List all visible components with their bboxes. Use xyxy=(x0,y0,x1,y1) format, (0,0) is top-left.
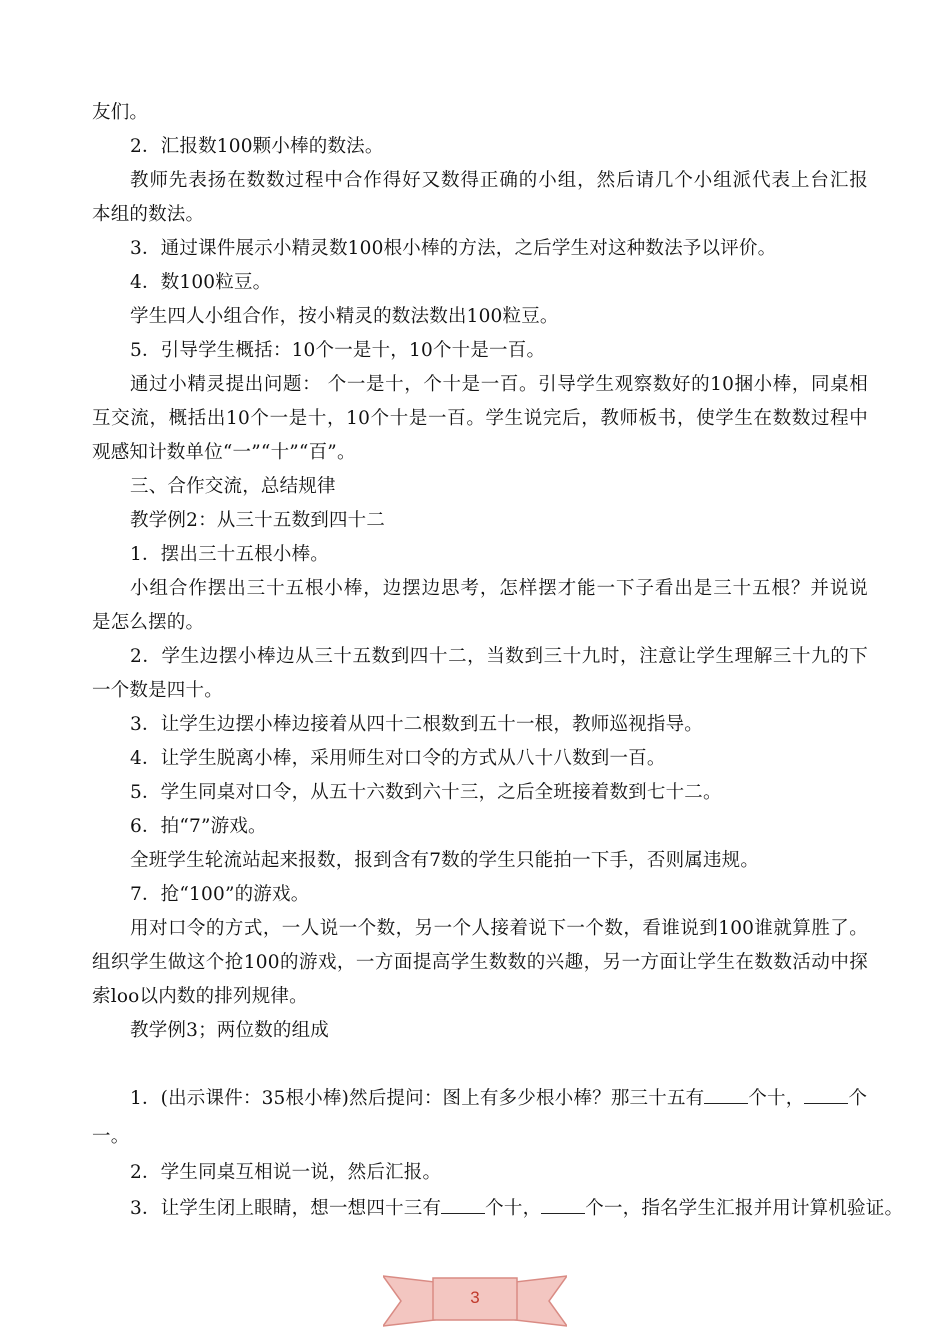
question-3-text-b: 个十， xyxy=(485,1198,542,1219)
question-1-text-c: 个 xyxy=(848,1088,868,1109)
text-line: 三、合作交流，总结规律 xyxy=(130,476,336,497)
text-line: 6．拍“7”游戏。 xyxy=(130,816,267,837)
question-1-text-b: 个十， xyxy=(748,1088,805,1109)
text-line: 5．学生同桌对口令，从五十六数到六十三，之后全班接着数到七十二。 xyxy=(130,782,722,803)
text-line: 1．摆出三十五根小棒。 xyxy=(130,544,329,565)
text-line: 4．数100粒豆。 xyxy=(130,272,272,293)
question-3-text-c: 个一，指名学生汇报并用计算机验证。 xyxy=(585,1198,904,1219)
text-line: 2．汇报数100颗小棒的数法。 xyxy=(130,136,384,157)
text-line: 7．抢“100”的游戏。 xyxy=(130,884,310,905)
text-line: 一个数是四十。 xyxy=(92,680,223,701)
question-1-text-a: 1．(出示课件：35根小棒)然后提问：图上有多少根小棒？那三十五有 xyxy=(130,1088,705,1109)
text-line: 学生四人小组合作，按小精灵的数法数出100粒豆。 xyxy=(130,306,559,327)
text-line: 2．学生边摆小棒边从三十五数到四十二，当数到三十九时，注意让学生理解三十九的下 xyxy=(130,646,868,667)
answer-blank xyxy=(804,1085,848,1104)
text-line: 教学例2：从三十五数到四十二 xyxy=(130,510,386,531)
text-line: 3．通过课件展示小精灵数100根小棒的方法，之后学生对这种数法予以评价。 xyxy=(130,238,777,259)
document-body xyxy=(92,96,868,1048)
question-2-line: 2．学生同桌互相说一说，然后汇报。 xyxy=(130,1162,442,1183)
answer-blank xyxy=(541,1195,585,1214)
answer-blank xyxy=(704,1085,748,1104)
answer-blank xyxy=(441,1195,485,1214)
text-line: 教师先表扬在数数过程中合作得好又数得正确的小组，然后请几个小组派代表上台汇报 xyxy=(130,170,868,191)
text-line: 组织学生做这个抢100的游戏，一方面提高学生数数的兴趣，另一方面让学生在数数活动中探 xyxy=(92,952,868,973)
question-1-line xyxy=(92,1082,906,1116)
text-line: 5．引导学生概括：10个一是十，10个十是一百。 xyxy=(130,340,546,361)
question-3-line xyxy=(92,1192,920,1226)
text-line: 是怎么摆的。 xyxy=(92,612,205,633)
text-line: 通过小精灵提出问题： 个一是十，个十是一百。引导学生观察数好的10捆小棒，同桌相 xyxy=(130,374,868,395)
text-line: 4．让学生脱离小棒，采用师生对口令的方式从八十八数到一百。 xyxy=(130,748,666,769)
text-line: 索loo以内数的排列规律。 xyxy=(92,986,308,1007)
text-line: 3．让学生边摆小棒边接着从四十二根数到五十一根，教师巡视指导。 xyxy=(130,714,703,735)
text-line: 互交流，概括出10个一是十，10个十是一百。学生说完后，教师板书，使学生在数数过程中 xyxy=(92,408,868,429)
text-line: 教学例3；两位数的组成 xyxy=(130,1020,329,1041)
text-line: 全班学生轮流站起来报数，报到含有7数的学生只能拍一下手，否则属违规。 xyxy=(130,850,760,871)
text-line: 用对口令的方式，一人说一个数，另一个人接着说下一个数，看谁说到100谁就算胜了。 xyxy=(130,918,868,939)
page-number: 3 xyxy=(470,1288,480,1307)
text-line: 观感知计数单位“一”“十”“百”。 xyxy=(92,442,356,463)
question-1-continuation: 一。 xyxy=(92,1126,130,1147)
text-line: 本组的数法。 xyxy=(92,204,205,225)
text-line: 友们。 xyxy=(92,102,149,123)
text-line: 小组合作摆出三十五根小棒，边摆边思考，怎样摆才能一下子看出是三十五根？并说说 xyxy=(130,578,868,599)
question-3-text-a: 3．让学生闭上眼睛，想一想四十三有 xyxy=(130,1198,442,1219)
page-number-ribbon xyxy=(383,1268,567,1330)
